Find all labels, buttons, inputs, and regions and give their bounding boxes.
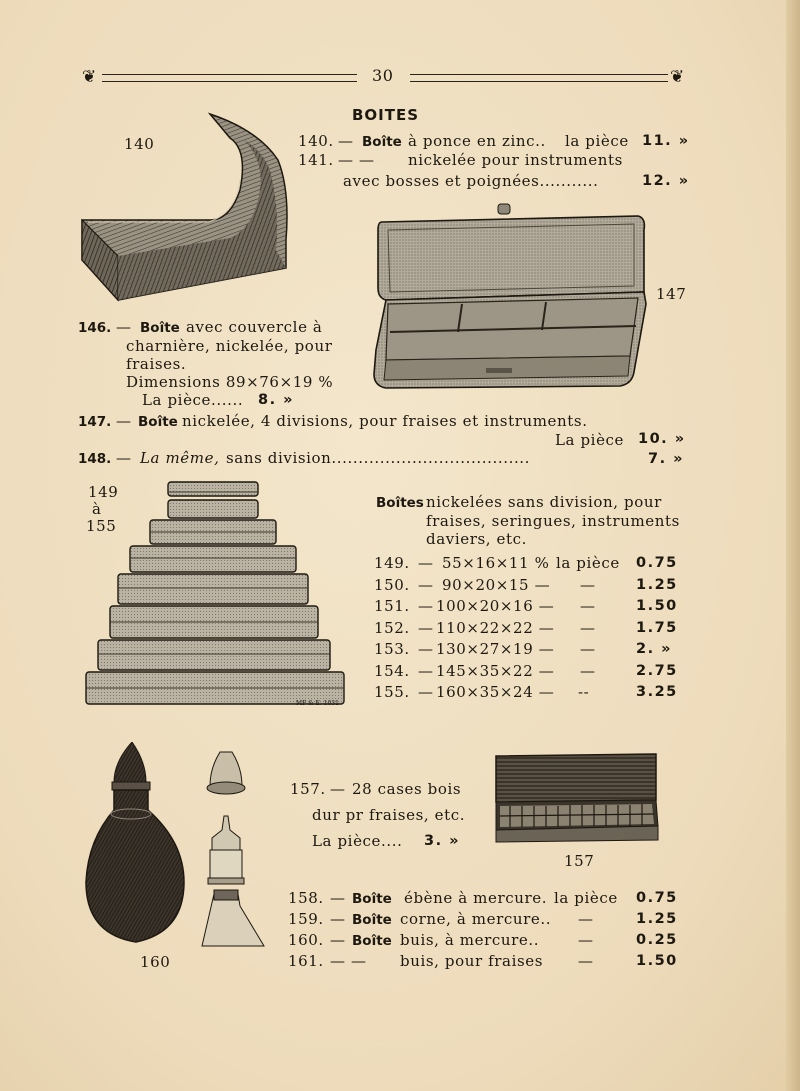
row-number: 149. <box>374 554 410 572</box>
figure-label-155: 155 <box>86 517 117 535</box>
figure-label-149: 149 <box>88 483 119 501</box>
row-unit: — <box>580 576 596 594</box>
item-desc: buis, pour fraises <box>400 952 544 970</box>
item-number: 159. <box>288 910 324 928</box>
item-146-line4: Dimensions 89×76×19 % <box>126 373 334 391</box>
mercury-boxes-illustration <box>84 742 274 957</box>
item-157-number: 157. <box>290 780 326 798</box>
item-unit: — <box>578 931 594 949</box>
item-147-number: 147. <box>78 414 112 430</box>
row-price: 1.75 <box>636 620 678 636</box>
section-title: BOITES <box>352 106 420 124</box>
page-edge <box>786 0 800 1091</box>
row-dims: 110×22×22 — <box>436 619 555 637</box>
item-146-line5: La pièce...... <box>142 391 244 409</box>
item-146-line1: avec couvercle à <box>186 318 323 336</box>
row-price: 3.25 <box>636 684 678 700</box>
row-dims: 145×35×22 — <box>436 662 555 680</box>
item-148-italic: La même, <box>140 449 220 467</box>
item-unit: la pièce <box>554 889 618 907</box>
item-147-unit: La pièce <box>555 431 625 449</box>
row-dims: 100×20×16 — <box>436 597 555 615</box>
group-149-line3: daviers, etc. <box>426 530 527 548</box>
item-dash: — <box>330 910 346 928</box>
row-dash: — <box>418 554 434 572</box>
row-dims: 160×35×24 — <box>436 683 555 701</box>
row-dims: 130×27×19 — <box>436 640 555 658</box>
item-148-number: 148. <box>78 451 112 467</box>
figure-label-140: 140 <box>124 135 155 153</box>
row-price: 0.75 <box>636 555 678 571</box>
row-number: 151. <box>374 597 410 615</box>
item-157-dash: — <box>330 780 346 798</box>
item-name: Boîte <box>352 891 392 907</box>
item-140-dash: — <box>338 132 354 150</box>
item-price: 1.25 <box>636 911 678 927</box>
item-146-dash: — <box>116 318 132 336</box>
item-dash: — <box>330 889 346 907</box>
item-148-price: 7. » <box>648 451 685 467</box>
row-unit: — <box>580 662 596 680</box>
item-157-line2: dur pr fraises, etc. <box>312 806 466 824</box>
row-price: 1.25 <box>636 577 678 593</box>
row-dims: 90×20×15 — <box>442 576 551 594</box>
right-ornament: ❦ <box>670 67 685 87</box>
wooden-case-illustration <box>492 752 660 844</box>
row-unit: — <box>580 619 596 637</box>
item-name: Boîte <box>352 912 392 928</box>
item-157-price: 3. » <box>424 833 461 849</box>
stacked-boxes-illustration <box>82 478 348 710</box>
row-number: 155. <box>374 683 410 701</box>
left-ornament: ❦ <box>82 67 97 87</box>
item-141-dash: — — <box>338 151 375 169</box>
item-146-number: 146. <box>78 320 112 336</box>
item-desc: buis, à mercure.. <box>400 931 540 949</box>
figure-label-157: 157 <box>564 852 595 870</box>
item-140-price: 11. » <box>642 133 690 149</box>
page-number: 30 <box>372 66 394 85</box>
row-unit: la pièce <box>556 554 620 572</box>
group-149-name: Boîtes <box>376 495 424 511</box>
item-name: Boîte <box>352 933 392 949</box>
row-dims: 55×16×11 % <box>442 554 550 572</box>
item-140-name: Boîte <box>362 134 402 150</box>
item-147-desc: nickelée, 4 divisions, pour fraises et instruments. <box>182 412 588 430</box>
item-148-dash: — <box>116 449 132 467</box>
item-dash: — <box>330 931 346 949</box>
row-dash: — <box>418 597 434 615</box>
row-number: 153. <box>374 640 410 658</box>
item-157-line3: La pièce.... <box>312 832 403 850</box>
row-unit: — <box>580 597 596 615</box>
row-unit: — <box>580 640 596 658</box>
item-140-desc: à ponce en zinc.. <box>408 132 546 150</box>
item-141-price: 12. » <box>642 173 690 189</box>
item-141-number: 141. <box>298 151 334 169</box>
item-141-desc: nickelée pour instruments <box>408 151 623 169</box>
item-157-line1: 28 cases bois <box>352 780 462 798</box>
figure-label-a: à <box>92 500 102 518</box>
item-147-price: 10. » <box>638 431 686 447</box>
item-unit: — <box>578 952 594 970</box>
pumice-box-illustration <box>80 110 292 305</box>
row-dash: — <box>418 640 434 658</box>
divided-box-illustration <box>372 200 654 394</box>
item-price: 1.50 <box>636 953 678 969</box>
item-number: 160. <box>288 931 324 949</box>
item-146-line3: fraises. <box>126 355 187 373</box>
figure-label-147: 147 <box>656 285 687 303</box>
row-number: 150. <box>374 576 410 594</box>
row-dash: — <box>418 619 434 637</box>
item-147-dash: — <box>116 412 132 430</box>
item-number: 161. <box>288 952 324 970</box>
row-number: 154. <box>374 662 410 680</box>
item-price: 0.25 <box>636 932 678 948</box>
item-146-price: 8. » <box>258 392 295 408</box>
row-number: 152. <box>374 619 410 637</box>
engraver-mark: MF & E. 1031 <box>296 700 339 707</box>
item-140-unit: la pièce <box>565 132 629 150</box>
figure-label-160: 160 <box>140 953 171 971</box>
item-number: 158. <box>288 889 324 907</box>
row-dash: — <box>418 683 434 701</box>
item-dash: — — <box>330 952 367 970</box>
item-price: 0.75 <box>636 890 678 906</box>
row-unit: -- <box>578 683 590 701</box>
row-price: 1.50 <box>636 598 678 614</box>
item-unit: — <box>578 910 594 928</box>
header-rule-left <box>102 74 357 82</box>
row-price: 2.75 <box>636 663 678 679</box>
row-dash: — <box>418 662 434 680</box>
item-140-number: 140. <box>298 132 334 150</box>
item-141-desc-2: avec bosses et poignées........... <box>343 172 599 190</box>
item-desc: ébène à mercure. <box>404 889 548 907</box>
item-146-line2: charnière, nickelée, pour <box>126 337 333 355</box>
group-149-line2: fraises, seringues, instruments <box>426 512 680 530</box>
row-dash: — <box>418 576 434 594</box>
row-price: 2. » <box>636 641 673 657</box>
group-149-line1: nickelées sans division, pour <box>426 493 662 511</box>
header-rule-right <box>410 74 668 82</box>
item-146-name: Boîte <box>140 320 180 336</box>
item-desc: corne, à mercure.. <box>400 910 552 928</box>
item-147-name: Boîte <box>138 414 178 430</box>
item-148-desc: sans division..................................... <box>226 449 531 467</box>
